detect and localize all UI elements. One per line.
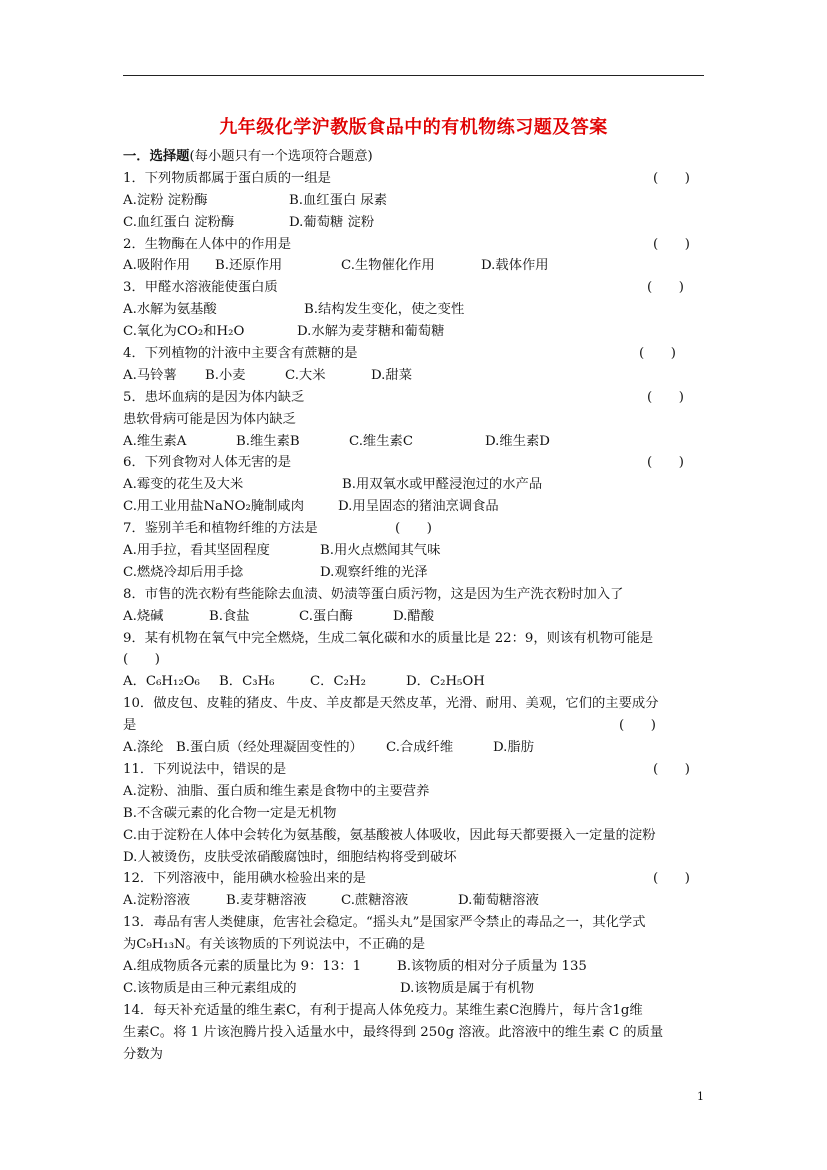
question-13-stem [123, 912, 705, 934]
question-text: 为C₉H₁₃N。有关该物质的下列说法中，不正确的是 [123, 937, 426, 953]
option-d: D.该物质是属于有机物 [400, 980, 535, 996]
option-a: A.烧碱 [123, 608, 164, 624]
question-text: 5．患坏血病的是因为体内缺乏 [123, 389, 305, 405]
option-a: A.淀粉溶液 [123, 893, 191, 909]
question-8-options [123, 606, 705, 628]
option-a: A.用手拉，看其坚固程度 [123, 543, 270, 559]
answer-blank: ( ) [653, 170, 690, 186]
option-b: B.还原作用 [215, 258, 283, 274]
question-14-stem [123, 1000, 705, 1022]
option-d: D．C₂H₅OH [406, 674, 485, 690]
option-a: A.水解为氨基酸 [123, 302, 217, 318]
answer-blank: ( ) [653, 236, 690, 252]
question-10-stem-2 [123, 715, 705, 737]
question-text: 1．下列物质都属于蛋白质的一组是 [123, 170, 331, 186]
option-b: B.不含碳元素的化合物一定是无机物 [123, 805, 337, 821]
question-14-stem-2 [123, 1022, 705, 1044]
answer-blank: ( ) [619, 718, 656, 734]
option-d: D.甜菜 [371, 367, 413, 383]
question-1-stem [123, 168, 705, 190]
question-10-options [123, 737, 705, 759]
question-4-options [123, 365, 705, 387]
option-a: A.淀粉、油脂、蛋白质和维生素是食物中的主要营养 [123, 783, 430, 799]
answer-blank: ( ) [647, 389, 684, 405]
question-9-stem [123, 628, 705, 650]
question-text: 4．下列植物的汁液中主要含有蔗糖的是 [123, 346, 358, 362]
question-13-options-row-1 [123, 956, 705, 978]
question-11-stem [123, 759, 705, 781]
option-d: D.脂肪 [493, 740, 535, 756]
option-c: C．C₂H₂ [310, 674, 366, 690]
option-d: D.葡萄糖 淀粉 [289, 214, 375, 230]
question-9-options [123, 671, 705, 693]
question-text: 10．做皮包、皮鞋的猪皮、牛皮、羊皮都是天然皮革，光滑、耐用、美观，它们的主要成分 [123, 696, 659, 712]
option-c: C.该物质是由三种元素组成的 [123, 980, 297, 996]
option-a: A．C₆H₁₂O₆ [123, 674, 200, 690]
option-b: B.血红蛋白 尿素 [289, 192, 388, 208]
option-a: A.吸附作用 [123, 258, 191, 274]
question-4-stem [123, 343, 705, 365]
question-3-options-row-2 [123, 321, 705, 343]
option-a: A.维生素A [123, 433, 187, 449]
answer-blank: ( ) [647, 455, 684, 471]
option-d: D.醋酸 [393, 608, 435, 624]
option-c: C.合成纤维 [386, 740, 454, 756]
question-1-options-row-1 [123, 190, 705, 212]
option-a: A.涤纶 [123, 740, 164, 756]
question-text: 患软骨病可能是因为体内缺乏 [123, 411, 296, 427]
question-text: 13．毒品有害人类健康，危害社会稳定。“摇头丸”是国家严令禁止的毒品之一，其化学式 [123, 915, 646, 931]
section-note: (每小题只有一个选项符合题意) [189, 149, 373, 164]
option-d: D.人被烫伤，皮肤受浓硝酸腐蚀时，细胞结构将受到破坏 [123, 849, 457, 865]
option-b: B.麦芽糖溶液 [226, 893, 307, 909]
option-d: D.用呈固态的猪油烹调食品 [338, 499, 499, 515]
option-b: B.维生素B [236, 433, 300, 449]
question-text: 12．下列溶液中，能用碘水检验出来的是 [123, 871, 366, 887]
question-11-option-c [123, 825, 705, 847]
section-label: 一．选择题 [123, 149, 190, 164]
option-b: B.蛋白质（经处理凝固变性的） [176, 740, 363, 756]
answer-blank: ( ) [653, 871, 690, 887]
question-5-options [123, 431, 705, 453]
option-a: A.马铃薯 [123, 367, 177, 383]
question-9-stem-2 [123, 649, 705, 671]
question-13-options-row-2 [123, 978, 705, 1000]
question-text: 是 [123, 718, 137, 734]
page-title: 九年级化学沪教版食品中的有机物练习题及答案 [219, 117, 608, 138]
option-b: B.食盐 [209, 608, 250, 624]
question-text: 9．某有机物在氧气中完全燃烧，生成二氧化碳和水的质量比是 22：9，则该有机物可能是 [123, 630, 654, 646]
option-a: A.霉变的花生及大米 [123, 477, 244, 493]
page-number: 1 [697, 1090, 704, 1103]
question-5-stem [123, 387, 705, 409]
answer-blank: ( ) [123, 652, 160, 668]
question-7-stem [123, 518, 705, 540]
question-text: 分数为 [123, 1046, 163, 1062]
option-c: C.大米 [285, 367, 326, 383]
question-6-stem [123, 452, 705, 474]
question-7-options-row-1 [123, 540, 705, 562]
option-d: D.维生素D [485, 433, 550, 449]
option-c: C.生物催化作用 [341, 258, 435, 274]
option-d: D.观察纤维的光泽 [320, 564, 428, 580]
question-6-options-row-1 [123, 474, 705, 496]
option-c: C.氧化为CO₂和H₂O [123, 324, 245, 340]
question-11-option-d [123, 847, 705, 869]
option-c: C.蛋白酶 [299, 608, 353, 624]
question-13-stem-2 [123, 934, 705, 956]
question-12-stem [123, 868, 705, 890]
question-8-stem [123, 584, 705, 606]
question-text: 8．市售的洗衣粉有些能除去血渍、奶渍等蛋白质污物，这是因为生产洗衣粉时加入了 [123, 586, 624, 602]
question-2-options [123, 255, 705, 277]
question-text: 3．甲醛水溶液能使蛋白质 [123, 280, 278, 296]
answer-blank: ( ) [395, 521, 432, 537]
option-c: C.燃烧冷却后用手捻 [123, 564, 244, 580]
question-text: 11．下列说法中，错误的是 [123, 761, 287, 777]
option-d: D.载体作用 [481, 258, 549, 274]
question-text: 6．下列食物对人体无害的是 [123, 455, 292, 471]
option-c: C.维生素C [349, 433, 413, 449]
question-11-option-a [123, 781, 705, 803]
question-2-stem [123, 234, 705, 256]
question-text: 7．鉴别羊毛和植物纤维的方法是 [123, 521, 318, 537]
question-6-options-row-2 [123, 496, 705, 518]
option-b: B.用火点燃闻其气味 [320, 543, 441, 559]
question-10-stem [123, 693, 705, 715]
option-b: B.用双氧水或甲醛浸泡过的水产品 [342, 477, 543, 493]
question-3-options-row-1 [123, 299, 705, 321]
option-b: B.结构发生变化，使之变性 [304, 302, 465, 318]
option-c: C.用工业用盐NaNO₂腌制咸肉 [123, 499, 305, 515]
question-5-stem-2 [123, 409, 705, 431]
answer-blank: ( ) [647, 280, 684, 296]
option-d: D.葡萄糖溶液 [458, 893, 539, 909]
answer-blank: ( ) [653, 761, 690, 777]
question-14-stem-3 [123, 1044, 705, 1066]
question-text: 14．每天补充适量的维生素C，有利于提高人体免疫力。某维生素C泡腾片，每片含1g维 [123, 1002, 643, 1018]
option-b: B.该物质的相对分子质量为 135 [397, 958, 587, 974]
option-c: C.血红蛋白 淀粉酶 [123, 214, 235, 230]
question-7-options-row-2 [123, 562, 705, 584]
question-11-option-b [123, 803, 705, 825]
option-a: A.组成物质各元素的质量比为 9：13：1 [123, 958, 362, 974]
option-a: A.淀粉 淀粉酶 [123, 192, 208, 208]
question-12-options [123, 890, 705, 912]
question-3-stem [123, 277, 705, 299]
header-rule [123, 75, 704, 76]
question-list [123, 146, 705, 1065]
question-text: 2．生物酶在人体中的作用是 [123, 236, 292, 252]
option-b: B.小麦 [205, 367, 246, 383]
answer-blank: ( ) [639, 346, 676, 362]
option-b: B．C₃H₆ [219, 674, 275, 690]
section-heading [123, 146, 705, 168]
option-c: C.蔗糖溶液 [341, 893, 409, 909]
question-1-options-row-2 [123, 212, 705, 234]
question-text: 生素C。将 1 片该泡腾片投入适量水中，最终得到 250g 溶液。此溶液中的维生素 C 的质量 [123, 1024, 664, 1040]
option-c: C.由于淀粉在人体中会转化为氨基酸，氨基酸被人体吸收，因此每天都要摄入一定量的淀粉 [123, 827, 656, 843]
option-d: D.水解为麦芽糖和葡萄糖 [297, 324, 445, 340]
